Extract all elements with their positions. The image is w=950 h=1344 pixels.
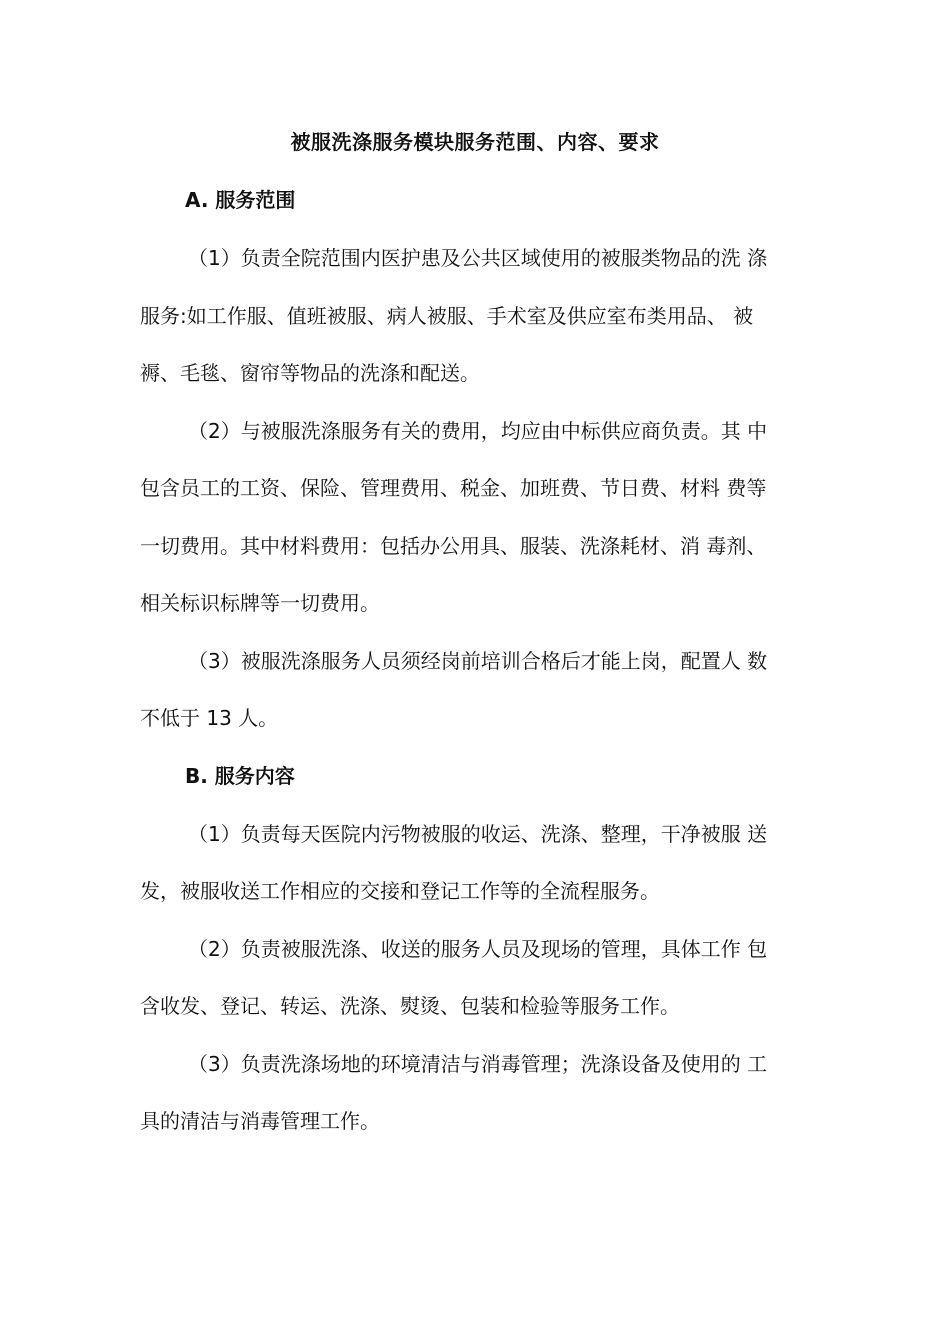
paragraph-line: （3）负责洗涤场地的环境清洁与消毒管理；洗涤设备及使用的 工 bbox=[188, 1052, 768, 1076]
paragraph-line: 含收发、登记、转运、洗涤、熨烫、包装和检验等服务工作。 bbox=[140, 994, 680, 1018]
paragraph-line: （3）被服洗涤服务人员须经岗前培训合格后才能上岗，配置人 数 bbox=[188, 649, 768, 673]
paragraph-line: （1）负责全院范围内医护患及公共区域使用的被服类物品的洗 涤 bbox=[188, 246, 768, 270]
paragraph-line: （2）与被服洗涤服务有关的费用，均应由中标供应商负责。其 中 bbox=[188, 419, 768, 443]
paragraph-line: 不低于 13 人。 bbox=[140, 706, 279, 730]
paragraph-line: 一切费用。其中材料费用：包括办公用具、服装、洗涤耗材、消 毒剂、 bbox=[140, 534, 767, 558]
paragraph-line: （2）负责被服洗涤、收送的服务人员及现场的管理，具体工作 包 bbox=[188, 937, 768, 961]
section-heading-a: A. 服务范围 bbox=[185, 188, 296, 212]
paragraph-line: 发，被服收送工作相应的交接和登记工作等的全流程服务。 bbox=[140, 879, 660, 903]
paragraph-line: （1）负责每天医院内污物被服的收运、洗涤、整理，干净被服 送 bbox=[188, 822, 768, 846]
paragraph-line: 具的清洁与消毒管理工作。 bbox=[140, 1109, 380, 1133]
page-title: 被服洗涤服务模块服务范围、内容、要求 bbox=[290, 130, 660, 154]
paragraph-line: 相关标识标牌等一切费用。 bbox=[140, 591, 380, 615]
paragraph-line: 褥、毛毯、窗帘等物品的洗涤和配送。 bbox=[140, 361, 480, 385]
paragraph-line: 服务:如工作服、值班被服、病人被服、手术室及供应室布类用品、 被 bbox=[140, 304, 754, 328]
paragraph-line: 包含员工的工资、保险、管理费用、税金、加班费、节日费、材料 费等 bbox=[140, 476, 767, 500]
section-heading-b: B. 服务内容 bbox=[185, 764, 295, 788]
